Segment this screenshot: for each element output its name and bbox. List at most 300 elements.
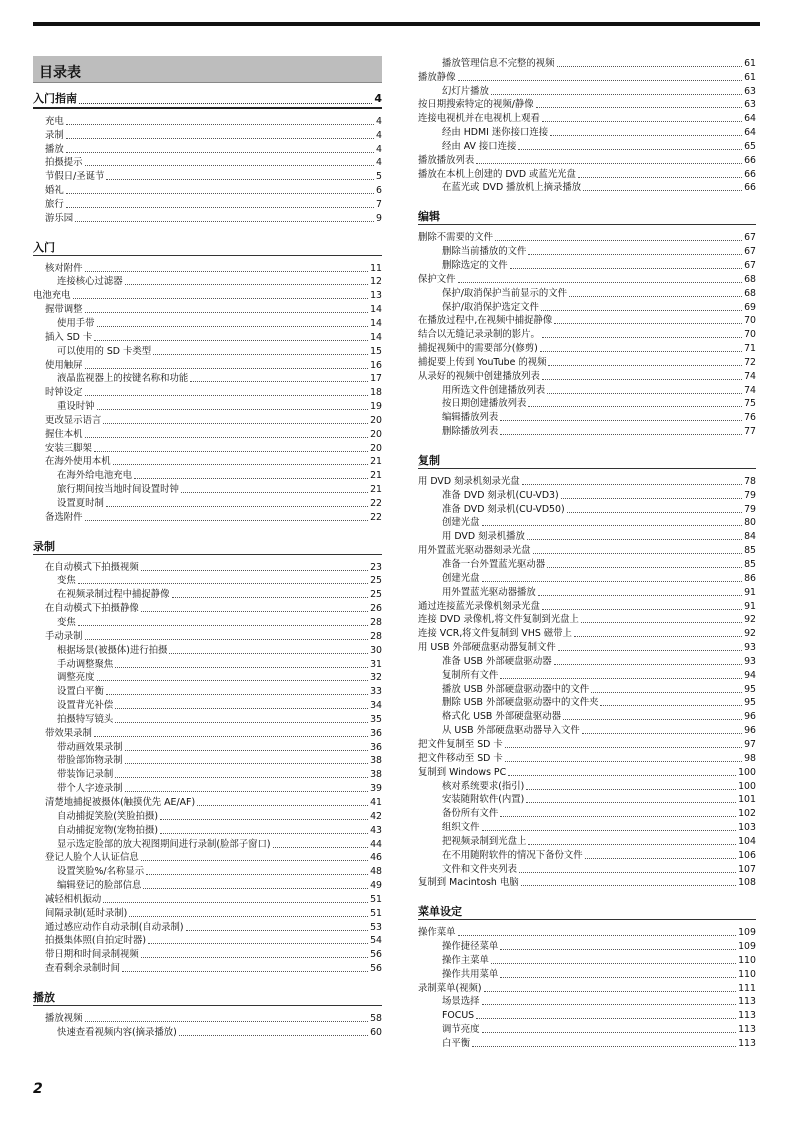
toc-entry[interactable]	[418, 543, 756, 557]
dot-leader	[125, 750, 368, 751]
toc-entry[interactable]	[418, 424, 756, 438]
toc-entry-text: 核对系统要求(指引)	[442, 780, 525, 792]
toc-entry-text: 删除选定的文件	[442, 259, 508, 271]
toc-entry-page: 108	[738, 877, 756, 889]
toc-entry-page: 68	[744, 287, 756, 299]
toc-entry[interactable]	[418, 153, 756, 167]
toc-entry-text: 经由 HDMI 迷你接口连接	[442, 127, 549, 139]
toc-entry-page: 28	[370, 630, 382, 642]
dot-leader	[472, 1046, 736, 1047]
toc-entry-text: 婚礼	[45, 185, 64, 197]
toc-entry[interactable]	[33, 399, 382, 413]
toc-entry-text: 删除 USB 外部硬盘驱动器中的文件夹	[442, 697, 599, 709]
toc-entry[interactable]	[33, 587, 382, 601]
toc-entry[interactable]	[418, 709, 756, 723]
toc-entry[interactable]	[33, 468, 382, 482]
toc-entry-text: 用 DVD 刻录机刻录光盘	[418, 475, 520, 487]
toc-entry-text: 用 USB 外部硬盘驱动器复制文件	[418, 642, 556, 654]
toc-entry[interactable]	[33, 114, 382, 128]
toc-entry[interactable]	[418, 314, 756, 328]
toc-entry[interactable]	[33, 754, 382, 768]
dot-leader	[85, 271, 369, 272]
toc-entry-text: 幻灯片播放	[442, 85, 489, 97]
toc-section	[33, 989, 382, 1039]
toc-entry[interactable]	[418, 793, 756, 807]
toc-entry[interactable]	[33, 961, 382, 975]
dot-leader	[273, 847, 368, 848]
toc-entry-page: 58	[370, 1012, 382, 1024]
dot-leader	[527, 539, 742, 540]
toc-entry-text: 用所选文件创建播放列表	[442, 384, 546, 396]
toc-entry[interactable]	[418, 98, 756, 112]
toc-entry-text: FOCUS	[442, 1010, 475, 1022]
toc-entry[interactable]	[418, 626, 756, 640]
toc-entry[interactable]	[418, 341, 756, 355]
toc-entry-text: 旅行	[45, 198, 64, 210]
toc-entry-page: 70	[744, 329, 756, 341]
toc-entry[interactable]	[33, 851, 382, 865]
toc-entry-text: 在视频录制过程中捕捉静像	[57, 589, 170, 601]
dot-leader	[542, 609, 742, 610]
section-heading[interactable]	[418, 452, 756, 469]
toc-entry[interactable]	[33, 183, 382, 197]
toc-entry[interactable]	[418, 84, 756, 98]
section-heading-text: 入门指南	[33, 92, 77, 105]
toc-entry[interactable]	[418, 820, 756, 834]
toc-entry-text: 在海外使用本机	[45, 456, 111, 468]
dot-leader	[548, 365, 742, 366]
toc-entry[interactable]	[33, 601, 382, 615]
section-heading-text: 编辑	[418, 210, 440, 224]
toc-entry-page: 34	[370, 700, 382, 712]
toc-entry-text: 快速查看视频内容(摘录播放)	[57, 1026, 177, 1038]
toc-entry[interactable]	[418, 272, 756, 286]
toc-entry-text: 连接 VCR,将文件复制到 VHS 磁带上	[418, 628, 572, 640]
toc-entry[interactable]	[33, 142, 382, 156]
toc-entry-page: 74	[744, 370, 756, 382]
dot-leader	[85, 520, 369, 521]
toc-entry-text: 带装饰记录制	[57, 769, 114, 781]
toc-entry[interactable]	[418, 557, 756, 571]
toc-entry-text: 插入 SD 卡	[45, 331, 93, 343]
dot-leader	[66, 124, 374, 125]
toc-entry[interactable]	[33, 726, 382, 740]
toc-entry[interactable]	[33, 510, 382, 524]
toc-entry[interactable]	[33, 574, 382, 588]
toc-entry-text: 自动捕捉笑脸(笑脸拍摄)	[57, 810, 159, 822]
dot-leader	[591, 692, 742, 693]
toc-entry[interactable]	[418, 244, 756, 258]
toc-entry[interactable]	[418, 682, 756, 696]
toc-entry-text: 把文件复制至 SD 卡	[418, 738, 503, 750]
toc-entry-text: 设置夏时制	[57, 497, 104, 509]
toc-entry-page: 25	[370, 575, 382, 587]
toc-entry-text: 带个人字迹录制	[57, 783, 123, 795]
toc-entry-page: 28	[370, 617, 382, 628]
toc-entry-text: 通过感应动作自动录制(自动录制)	[45, 921, 184, 933]
dot-leader	[106, 506, 368, 507]
toc-entry-page: 4	[376, 115, 382, 127]
toc-entry-page: 109	[738, 941, 756, 953]
toc-entry-text: 操作捷径菜单	[442, 941, 499, 953]
toc-entry[interactable]	[33, 330, 382, 344]
toc-entry[interactable]	[418, 806, 756, 820]
dot-leader	[542, 121, 742, 122]
dot-leader	[500, 977, 736, 978]
toc-section	[418, 452, 756, 889]
toc-entry[interactable]	[418, 737, 756, 751]
dot-leader	[583, 190, 742, 191]
toc-section	[33, 92, 382, 225]
toc-entry-page: 12	[370, 276, 382, 288]
toc-entry[interactable]	[33, 261, 382, 275]
toc-entry[interactable]	[418, 1008, 756, 1022]
toc-entry-text: 电池充电	[33, 290, 71, 302]
toc-entry[interactable]	[418, 125, 756, 139]
toc-entry[interactable]	[33, 795, 382, 809]
toc-entry[interactable]	[418, 502, 756, 516]
toc-entry[interactable]	[33, 767, 382, 781]
toc-entry-page: 79	[744, 503, 756, 515]
toc-entry-page: 102	[738, 808, 756, 820]
toc-entry[interactable]	[418, 70, 756, 84]
toc-entry-page: 56	[370, 949, 382, 961]
toc-entry[interactable]	[418, 571, 756, 585]
toc-entry[interactable]	[33, 385, 382, 399]
toc-entry-page: 113	[738, 1024, 756, 1036]
toc-entry-page: 63	[744, 85, 756, 97]
toc-entry[interactable]	[33, 643, 382, 657]
toc-entry[interactable]	[418, 668, 756, 682]
top-rule	[33, 22, 760, 26]
dot-leader	[569, 296, 742, 297]
toc-entry[interactable]	[33, 1025, 382, 1039]
section-heading-text: 录制	[33, 539, 55, 553]
toc-entry-page: 92	[744, 614, 756, 626]
dot-leader	[500, 816, 736, 817]
toc-entry[interactable]	[33, 712, 382, 726]
toc-entry-text: 连接 DVD 录像机,将文件复制到光盘上	[418, 614, 579, 626]
toc-entry-page: 109	[738, 927, 756, 939]
dot-leader	[581, 622, 742, 623]
toc-entry[interactable]	[33, 823, 382, 837]
toc-entry[interactable]	[418, 723, 756, 737]
toc-entry-page: 23	[370, 561, 382, 573]
toc-entry[interactable]	[418, 1036, 756, 1050]
toc-entry[interactable]	[418, 355, 756, 369]
toc-entry-page: 13	[370, 290, 382, 302]
dot-leader	[169, 653, 368, 654]
toc-entry[interactable]	[33, 629, 382, 643]
toc-entry[interactable]	[33, 316, 382, 330]
dot-leader	[574, 636, 742, 637]
dot-leader	[66, 138, 374, 139]
toc-entry-page: 69	[744, 301, 756, 313]
toc-entry[interactable]	[418, 876, 756, 890]
toc-entry[interactable]	[418, 488, 756, 502]
toc-entry-text: 备份所有文件	[442, 808, 499, 820]
toc-entry-text: 删除播放列表	[442, 426, 499, 438]
section-heading[interactable]	[418, 903, 756, 920]
toc-entry[interactable]	[33, 698, 382, 712]
toc-entry[interactable]	[418, 397, 756, 411]
toc-entry-page: 21	[370, 456, 382, 468]
dot-leader	[542, 337, 742, 338]
dot-leader	[129, 916, 368, 917]
toc-entry-text: 在蓝光或 DVD 播放机上摘录播放	[442, 182, 582, 194]
dot-leader	[160, 819, 368, 820]
toc-entry[interactable]	[418, 953, 756, 967]
toc-entry[interactable]	[418, 258, 756, 272]
toc-entry[interactable]	[418, 862, 756, 876]
toc-entry[interactable]	[33, 615, 382, 629]
toc-entry-page: 72	[744, 356, 756, 368]
toc-entry-text: 捕捉要上传到 YouTube 的视频	[418, 356, 547, 368]
toc-entry-page: 22	[370, 511, 382, 523]
dot-leader	[94, 340, 368, 341]
dot-leader	[115, 708, 368, 709]
dot-leader	[491, 963, 736, 964]
dot-leader	[526, 802, 736, 803]
toc-entry[interactable]	[418, 925, 756, 939]
dot-leader	[73, 298, 369, 299]
toc-entry[interactable]	[33, 906, 382, 920]
toc-entry-text: 在自动模式下拍摄静像	[45, 603, 139, 615]
toc-entry[interactable]	[418, 1022, 756, 1036]
toc-entry-text: 连接核心过滤器	[57, 276, 123, 288]
toc-entry[interactable]	[418, 230, 756, 244]
toc-entry-page: 92	[744, 628, 756, 640]
dot-leader	[550, 135, 742, 136]
dot-leader	[85, 639, 369, 640]
dot-leader	[554, 664, 742, 665]
toc-entry-text: 在播放过程中,在视频中捕捉静像	[418, 315, 553, 327]
toc-entry-text: 液晶监视器上的按键名称和功能	[57, 373, 189, 385]
dot-leader	[458, 80, 743, 81]
toc-entry-text: 播放管理信息不完整的视频	[442, 57, 555, 69]
toc-entry[interactable]	[418, 286, 756, 300]
toc-entry[interactable]	[33, 482, 382, 496]
toc-entry-page: 41	[370, 796, 382, 808]
toc-entry[interactable]	[418, 585, 756, 599]
toc-entry[interactable]	[418, 765, 756, 779]
toc-entry-page: 18	[370, 387, 382, 399]
toc-entry[interactable]	[418, 383, 756, 397]
toc-entry[interactable]	[418, 327, 756, 341]
toc-entry[interactable]	[33, 156, 382, 170]
toc-entry-page: 43	[370, 824, 382, 836]
dot-leader	[75, 221, 374, 222]
toc-entry-page: 64	[744, 127, 756, 139]
dot-leader	[482, 581, 743, 582]
toc-entry-page: 100	[738, 766, 756, 778]
dot-leader	[528, 406, 742, 407]
toc-entry-text: 变焦	[57, 575, 76, 587]
dot-leader	[78, 583, 368, 584]
toc-entry-page: 48	[370, 866, 382, 878]
toc-entry-page: 98	[744, 752, 756, 764]
dot-leader	[186, 930, 368, 931]
dot-leader	[66, 207, 374, 208]
toc-entry[interactable]	[33, 740, 382, 754]
dot-leader	[521, 885, 736, 886]
toc-entry[interactable]	[418, 181, 756, 195]
toc-entry-page: 75	[744, 398, 756, 410]
toc-entry-text: 播放静像	[418, 71, 456, 83]
section-heading[interactable]	[418, 208, 756, 225]
toc-entry-page: 65	[744, 140, 756, 152]
toc-entry[interactable]	[33, 302, 382, 316]
toc-entry-page: 78	[744, 475, 756, 487]
toc-entry[interactable]	[33, 684, 382, 698]
toc-entry[interactable]	[418, 995, 756, 1009]
dot-leader	[125, 791, 368, 792]
dot-leader	[85, 165, 375, 166]
dot-leader	[125, 284, 368, 285]
dot-leader	[103, 902, 368, 903]
toc-entry[interactable]	[33, 211, 382, 225]
toc-entry[interactable]	[33, 496, 382, 510]
toc-entry[interactable]	[33, 344, 382, 358]
toc-entry[interactable]	[33, 413, 382, 427]
toc-entry[interactable]	[418, 981, 756, 995]
toc-entry[interactable]	[418, 640, 756, 654]
toc-entry-page: 104	[738, 835, 756, 847]
toc-entry-page: 66	[744, 182, 756, 194]
toc-entry-text: 设置笑脸%/名称显示	[57, 866, 145, 878]
toc-entry[interactable]	[33, 671, 382, 685]
toc-entry-text: 白平衡	[442, 1038, 471, 1049]
toc-entry[interactable]	[418, 613, 756, 627]
toc-entry[interactable]	[33, 837, 382, 851]
toc-entry[interactable]	[418, 967, 756, 981]
section-page-number: 4	[374, 92, 382, 105]
section-heading[interactable]	[33, 538, 382, 555]
toc-entry-page: 77	[744, 426, 756, 438]
dot-leader	[97, 326, 369, 327]
section-heading-text: 菜单设定	[418, 905, 462, 919]
toc-entry-text: 播放播放列表	[418, 154, 475, 166]
toc-entry-text: 间隔录制(延时录制)	[45, 907, 128, 919]
toc-entry-text: 登记人脸个人认证信息	[45, 852, 139, 864]
dot-leader	[533, 553, 743, 554]
toc-entry[interactable]	[33, 657, 382, 671]
toc-entry[interactable]	[418, 834, 756, 848]
toc-entry[interactable]	[418, 599, 756, 613]
toc-entry[interactable]	[33, 275, 382, 289]
toc-entry[interactable]	[418, 751, 756, 765]
toc-entry[interactable]	[418, 848, 756, 862]
toc-entry[interactable]	[33, 372, 382, 386]
toc-entry[interactable]	[33, 809, 382, 823]
toc-entry[interactable]	[33, 288, 382, 302]
toc-entry[interactable]	[33, 427, 382, 441]
toc-entry-page: 19	[370, 401, 382, 413]
toc-entry-page: 93	[744, 655, 756, 667]
toc-entry[interactable]	[33, 560, 382, 574]
toc-entry[interactable]	[418, 696, 756, 710]
page-number: 2	[33, 1081, 43, 1097]
section-heading[interactable]	[33, 92, 382, 109]
toc-entry[interactable]	[418, 516, 756, 530]
toc-entry[interactable]	[33, 947, 382, 961]
toc-entry[interactable]	[418, 139, 756, 153]
toc-entry-text: 保护文件	[418, 273, 456, 285]
toc-entry[interactable]	[33, 358, 382, 372]
toc-entry-page: 113	[738, 996, 756, 1008]
toc-entry-page: 17	[370, 373, 382, 385]
toc-entry[interactable]	[418, 167, 756, 181]
page-title: 目录表	[33, 56, 382, 83]
toc-entry-text: 准备 DVD 刻录机(CU-VD50)	[442, 503, 565, 515]
toc-entry-page: 60	[370, 1026, 382, 1038]
toc-entry[interactable]	[418, 529, 756, 543]
toc-entry-text: 带效果录制	[45, 727, 92, 739]
toc-entry[interactable]	[33, 934, 382, 948]
section-heading[interactable]	[33, 989, 382, 1006]
toc-entry[interactable]	[418, 369, 756, 383]
toc-entry-text: 播放视频	[45, 1012, 83, 1024]
toc-entry-text: 从录好的视频中创建播放列表	[418, 370, 540, 382]
toc-entry[interactable]	[418, 111, 756, 125]
dot-leader	[482, 1004, 737, 1005]
toc-entry[interactable]	[33, 920, 382, 934]
toc-entry-text: 根据场景(被摄体)进行拍摄	[57, 644, 168, 656]
toc-entry[interactable]	[418, 410, 756, 424]
toc-entry-page: 38	[370, 755, 382, 767]
toc-entry[interactable]	[418, 300, 756, 314]
toc-entry[interactable]	[418, 654, 756, 668]
toc-entry[interactable]	[33, 169, 382, 183]
toc-entry[interactable]	[33, 892, 382, 906]
toc-entry[interactable]	[418, 56, 756, 70]
dot-leader	[491, 94, 742, 95]
toc-entry-page: 70	[744, 315, 756, 327]
toc-entry[interactable]	[418, 474, 756, 488]
toc-entry[interactable]	[33, 128, 382, 142]
toc-entry-page: 91	[744, 600, 756, 612]
toc-entry[interactable]	[33, 441, 382, 455]
toc-entry[interactable]	[418, 779, 756, 793]
toc-entry-text: 手动录制	[45, 630, 83, 642]
toc-entry-page: 63	[744, 99, 756, 111]
toc-entry-text: 组织文件	[442, 822, 480, 834]
dot-leader	[500, 434, 742, 435]
toc-entry-text: 连接电视机并在电视机上观看	[418, 113, 540, 125]
toc-entry-text: 可以使用的 SD 卡类型	[57, 345, 152, 357]
dot-leader	[122, 971, 368, 972]
dot-leader	[78, 625, 368, 626]
toc-entry[interactable]	[418, 939, 756, 953]
toc-entry-page: 4	[376, 143, 382, 155]
dot-leader	[528, 254, 742, 255]
dot-leader	[66, 152, 374, 153]
toc-entry[interactable]	[33, 455, 382, 469]
section-heading[interactable]	[33, 239, 382, 256]
toc-entry-text: 用 DVD 刻录机播放	[442, 531, 525, 543]
toc-entry[interactable]	[33, 781, 382, 795]
toc-entry-page: 20	[370, 428, 382, 440]
toc-entry-text: 操作菜单	[418, 927, 456, 939]
toc-entry[interactable]	[33, 878, 382, 892]
toc-entry[interactable]	[33, 197, 382, 211]
toc-entry-page: 14	[370, 317, 382, 329]
toc-entry[interactable]	[33, 1011, 382, 1025]
dot-leader	[547, 567, 742, 568]
toc-entry[interactable]	[33, 864, 382, 878]
dot-leader	[540, 351, 742, 352]
dot-leader	[578, 177, 742, 178]
